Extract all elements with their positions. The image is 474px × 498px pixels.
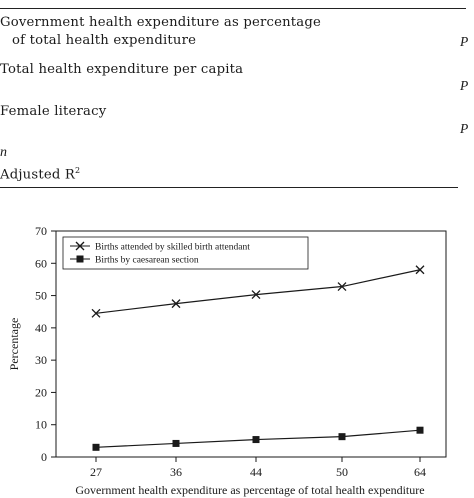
y-tick-label: 10 (35, 417, 47, 432)
legend (63, 237, 308, 269)
row-n-label: n (0, 145, 8, 160)
data-point-1 (339, 433, 346, 440)
row-govt-exp-p: P (460, 34, 469, 49)
row-govt-exp-line1: Government health expenditure as percentage (0, 15, 321, 30)
data-point-1 (93, 444, 100, 451)
legend-label-1: Births by caesarean section (95, 255, 199, 266)
y-tick-label: 50 (35, 288, 47, 303)
legend-label-0: Births attended by skilled birth attendant (95, 242, 250, 253)
y-tick-label: 20 (35, 385, 47, 400)
row-female-literacy-label: Female literacy (0, 104, 107, 119)
adjusted-r2-superscript: 2 (74, 166, 81, 175)
y-tick-label: 30 (35, 353, 47, 368)
data-point-1 (417, 427, 424, 434)
adjusted-r2-text: Adjusted R (0, 167, 75, 183)
legend-marker-1 (77, 256, 84, 263)
x-tick-label: 64 (414, 465, 426, 479)
y-tick-label: 60 (35, 256, 47, 271)
row-total-exp-p: P (460, 78, 469, 93)
x-axis-ticks (90, 457, 426, 479)
x-tick-label: 50 (336, 465, 348, 479)
x-tick-label: 44 (250, 465, 262, 479)
y-axis-label: Percentage (7, 317, 21, 371)
x-tick-label: 27 (90, 465, 102, 479)
series-markers (92, 266, 424, 451)
data-point-1 (173, 440, 180, 447)
x-tick-label: 36 (170, 465, 182, 479)
row-total-exp-label: Total health expenditure per capita (0, 62, 244, 77)
y-axis-ticks (35, 224, 56, 464)
y-tick-label: 40 (35, 320, 47, 335)
row-female-literacy-p: P (460, 121, 469, 136)
series-line-0 (96, 270, 420, 314)
x-axis-label: Government health expenditure as percentage of total health expenditure (75, 483, 425, 497)
data-point-1 (253, 436, 260, 443)
y-tick-label: 0 (41, 450, 47, 464)
row-govt-exp-line2: of total health expenditure (12, 33, 197, 48)
y-tick-label: 70 (35, 224, 47, 238)
